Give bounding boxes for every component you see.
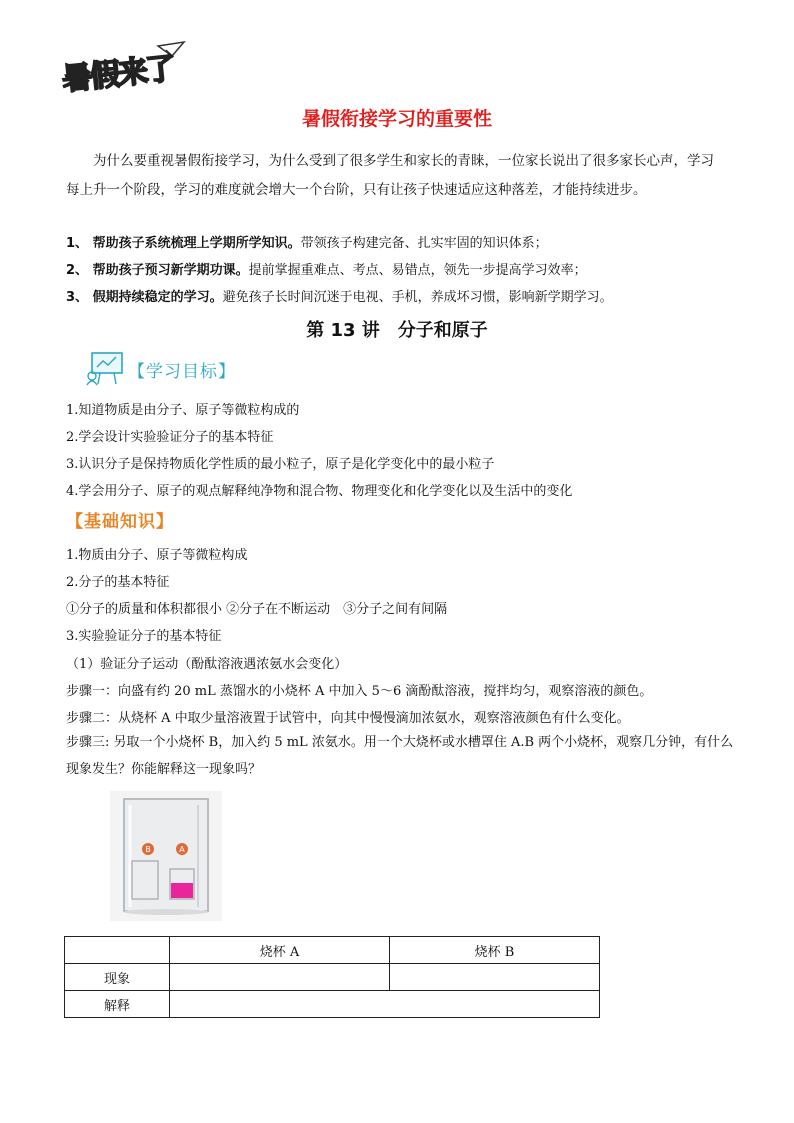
table-header-cell: 烧杯 B <box>390 937 600 964</box>
goal-item: 4.学会用分子、原子的观点解释纯净物和混合物、物理变化和化学变化以及生活中的变化 <box>66 484 573 499</box>
basics-line: ①分子的质量和体积都很小 ②分子在不断运动 ③分子之间有间隔 <box>66 602 448 617</box>
point-1 <box>66 233 736 255</box>
goal-item: 3.认识分子是保持物质化学性质的最小粒子，原子是化学变化中的最小粒子 <box>66 457 495 472</box>
basics-line: 3.实验验证分子的基本特征 <box>66 629 222 644</box>
row-label: 现象 <box>65 964 170 991</box>
table-cell[interactable] <box>170 964 390 991</box>
table-header-cell: 烧杯 A <box>170 937 390 964</box>
goal-item: 2.学会设计实验验证分子的基本特征 <box>66 430 274 445</box>
label-b: B <box>145 845 151 854</box>
goals-heading: 【学习目标】 <box>128 362 236 382</box>
point-3-rest: 避免孩子长时间沉迷于电视、手机，养成坏习惯，影响新学期学习。 <box>222 290 613 305</box>
page-title: 暑假衔接学习的重要性 <box>301 108 492 130</box>
lecture-title: 第 13 讲 分子和原子 <box>306 320 488 341</box>
basics-heading: 【基础知识】 <box>66 512 174 532</box>
table-row <box>65 991 600 1018</box>
point-3-lead: 3、 假期持续稳定的学习。 <box>66 290 223 305</box>
point-2-lead: 2、 帮助孩子预习新学期功课。 <box>66 263 249 278</box>
basics-line: 步骤一：向盛有约 20 mL 蒸馏水的小烧杯 A 中加入 5～6 滴酚酞溶液，搅拌均匀，观察溶液的颜色。 <box>66 684 653 699</box>
experiment-photo <box>110 791 222 921</box>
table-header-row <box>65 937 600 964</box>
basics-line: 1.物质由分子、原子等微粒构成 <box>66 548 248 563</box>
whiteboard-icon <box>86 350 126 386</box>
logo <box>62 40 192 104</box>
point-2-rest: 提前掌握重难点、考点、易错点，领先一步提高学习效率； <box>248 263 587 278</box>
step3-paragraph: 步骤三: 另取一个小烧杯 B，加入约 5 mL 浓氨水。用一个大烧杯或水槽罩住 A.B 两个小烧杯，观察几分钟，有什么现象发生？你能解释这一现象吗？ <box>66 735 734 777</box>
table-header-cell <box>65 937 170 964</box>
label-a: A <box>179 845 185 854</box>
observation-table <box>64 936 600 1018</box>
basics-line: 步骤二：从烧杯 A 中取少量溶液置于试管中，向其中慢慢滴加浓氨水，观察溶液颜色有什么变化。 <box>66 711 630 726</box>
table-cell[interactable] <box>170 991 600 1018</box>
basics-line: 2.分子的基本特征 <box>66 575 170 590</box>
point-3 <box>66 287 736 309</box>
point-1-rest: 带领孩子构建完备、扎实牢固的知识体系； <box>300 236 548 251</box>
logo-text: 暑假来了 <box>60 51 176 98</box>
table-row <box>65 964 600 991</box>
point-2 <box>66 260 736 282</box>
row-label: 解释 <box>65 991 170 1018</box>
table-cell[interactable] <box>390 964 600 991</box>
goal-item: 1.知道物质是由分子、原子等微粒构成的 <box>66 403 300 418</box>
basics-line: （1）验证分子运动（酚酞溶液遇浓氨水会变化） <box>66 657 348 672</box>
intro-paragraph: 为什么要重视暑假衔接学习，为什么受到了很多学生和家长的青睐，一位家长说出了很多家长心声，学习每上升一个阶段，学习的难度就会增大一个台阶，只有让孩子快速适应这种落差，才能持续进步。 <box>66 153 714 198</box>
point-1-lead: 1、 帮助孩子系统梳理上学期所学知识。 <box>66 236 301 251</box>
